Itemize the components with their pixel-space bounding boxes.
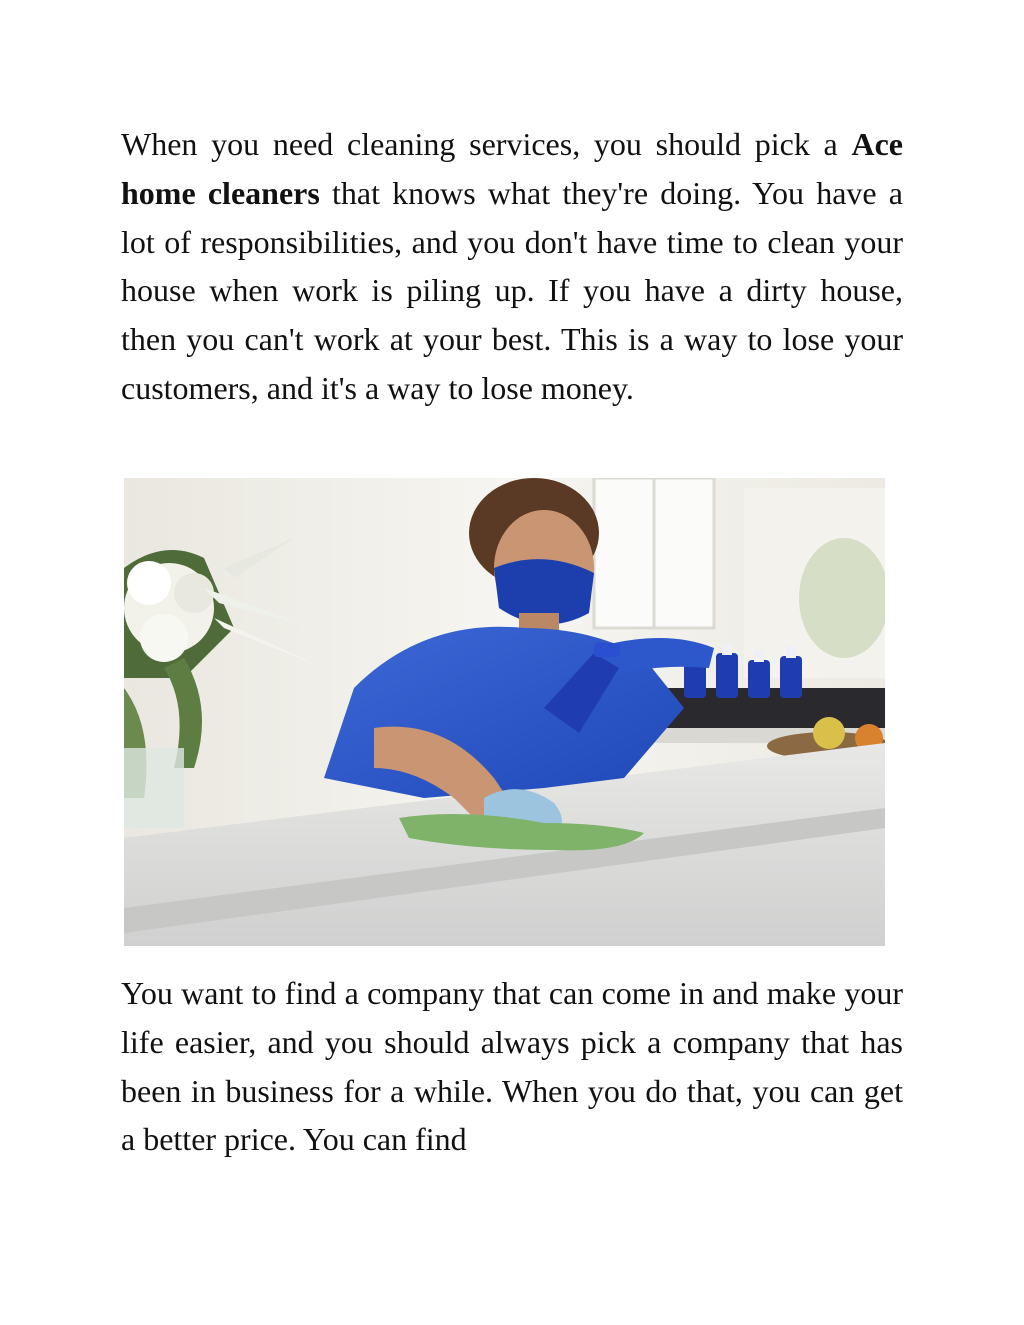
- intro-text-rest: that knows what they're doing. You have a lot of responsibilities, and you don't have time to clean your house when work is piling up. If you have a dirty house, then you can't work at your best. This is a way to lose your customers, and it's a way to lose money.: [121, 174, 904, 406]
- second-paragraph: [121, 969, 903, 1164]
- second-paragraph-text: You want to find a company that can come in and make your life easier, and you should always pick a company that has been in business for a while. When you do that, you can get a better price. You can find: [121, 975, 903, 1158]
- company-name-bold: Ace home cleaners: [121, 126, 903, 211]
- intro-paragraph: [121, 120, 903, 413]
- cleaner-illustration: [124, 478, 885, 946]
- cleaner-photo: [124, 478, 885, 946]
- intro-text-start: When you need cleaning services, you should pick a: [121, 126, 852, 162]
